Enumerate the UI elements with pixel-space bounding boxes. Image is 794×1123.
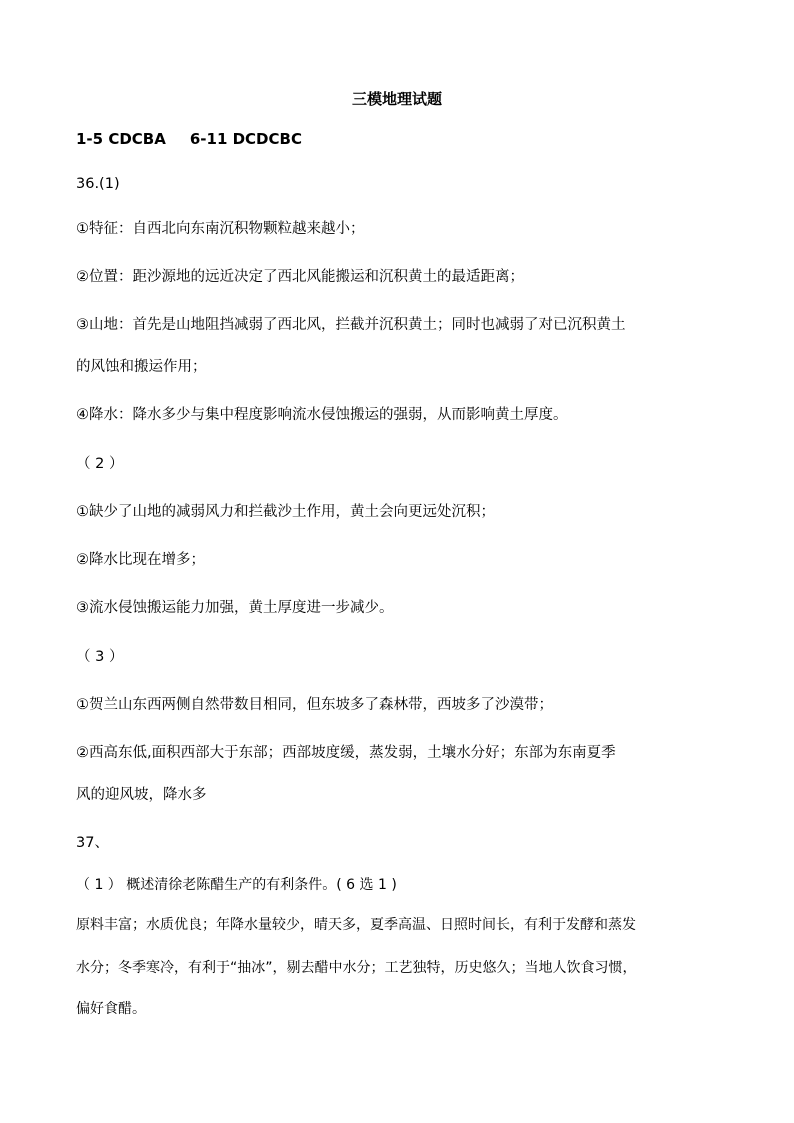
q36-3-item-2: ②西高东低,面积西部大于东部；西部坡度缓，蒸发弱，土壤水分好；东部为东南夏季 (76, 745, 616, 761)
question-36-heading: 36.(1) (76, 176, 120, 192)
q36-3-item-1: ①贺兰山东西两侧自然带数目相同，但东坡多了森林带，西坡多了沙漠带； (76, 697, 553, 713)
q37-1-heading: （ 1 ） 概述清徐老陈醋生产的有利条件。( 6 选 1 ) (76, 877, 397, 893)
q36-1-item-2: ②位置：距沙源地的远近决定了西北风能搬运和沉积黄土的最适距离； (76, 269, 524, 285)
page-title: 三模地理试题 (351, 90, 442, 108)
q36-2-heading: （ 2 ） (76, 456, 124, 472)
q36-3-heading: （ 3 ） (76, 649, 124, 665)
multiple-choice-answers (76, 130, 302, 148)
q36-2-item-3: ③流水侵蚀搬运能力加强，黄土厚度进一步减少。 (76, 600, 394, 616)
q36-2-item-1: ①缺少了山地的减弱风力和拦截沙土作用，黄土会向更远处沉积； (76, 504, 495, 520)
q36-1-item-3: ③山地：首先是山地阻挡减弱了西北风，拦截并沉积黄土；同时也减弱了对已沉积黄土 (76, 317, 626, 333)
q36-1-item-1: ①特征：自西北向东南沉积物颗粒越来越小； (76, 221, 365, 237)
question-37-heading: 37、 (76, 835, 109, 851)
answers-part-2: 6-11 DCDCBC (189, 130, 302, 148)
q37-1-line-2: 水分；冬季寒冷，有利于“抽冰”，剔去醋中水分；工艺独特，历史悠久；当地人饮食习惯， (76, 960, 637, 976)
q36-1-item-4: ④降水：降水多少与集中程度影响流水侵蚀搬运的强弱，从而影响黄土厚度。 (76, 407, 568, 423)
q36-3-item-2-cont: 风的迎风坡，降水多 (76, 787, 207, 803)
q36-1-item-3-cont: 的风蚀和搬运作用； (76, 359, 207, 375)
q37-1-line-1: 原料丰富；水质优良；年降水量较少，晴天多，夏季高温、日照时间长，有利于发酵和蒸发 (76, 917, 636, 933)
q36-2-item-2: ②降水比现在增多； (76, 552, 205, 568)
answers-part-1: 1-5 CDCBA (76, 130, 166, 148)
q37-1-line-3: 偏好食醋。 (76, 1001, 146, 1017)
